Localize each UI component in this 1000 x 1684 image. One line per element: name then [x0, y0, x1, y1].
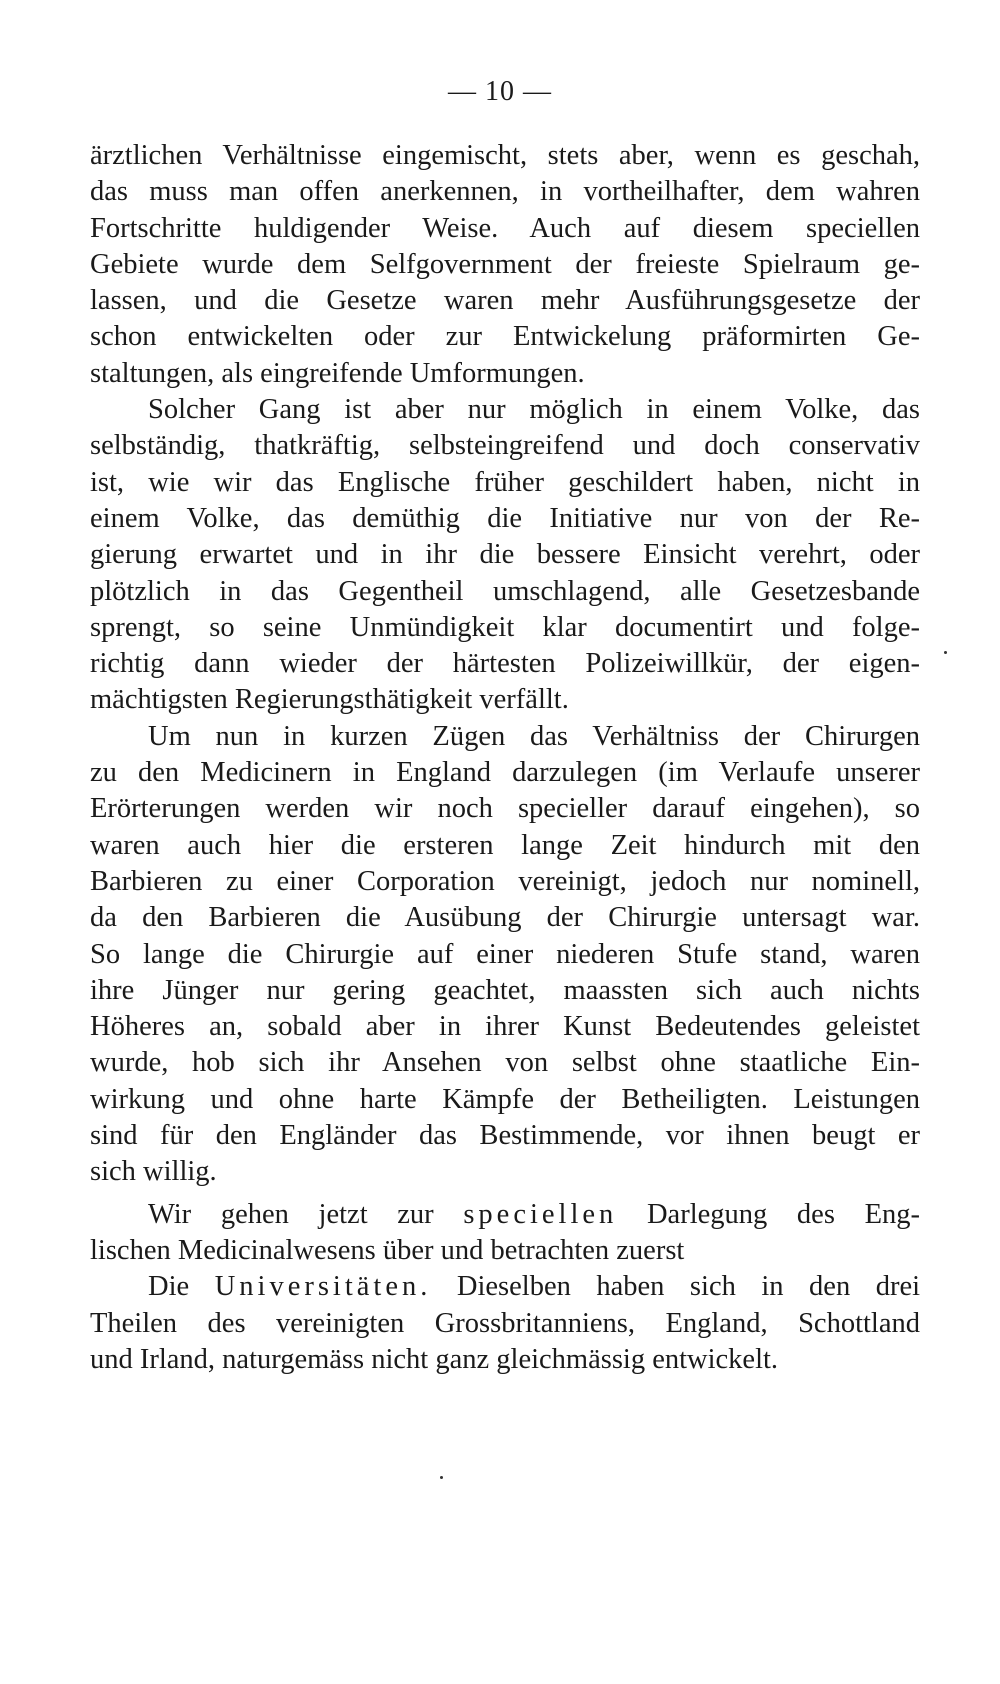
- text-line: und Irland, naturgemäss nicht ganz gleichmässig entwickelt.: [90, 1343, 779, 1375]
- text-line: zu den Medicinern in England darzulegen (im Verlaufe unserer: [90, 757, 920, 789]
- text-line: richtig dann wieder der härtesten Polizeiwillkür, der eigen-: [90, 648, 920, 680]
- ink-speck: [944, 651, 947, 654]
- text-line: sind für den Engländer das Bestimmende, vor ihnen beugt er: [90, 1120, 920, 1152]
- paragraph-2: [90, 392, 920, 719]
- text-line: sich willig.: [90, 1156, 217, 1188]
- text-line: mächtigsten Regierungsthätigkeit verfällt.: [90, 684, 569, 716]
- text-line: Theilen des vereinigten Grossbritanniens, England, Schottland: [90, 1307, 920, 1339]
- text-line: So lange die Chirurgie auf einer niederen Stufe stand, waren: [90, 938, 920, 970]
- text-segment: Dieselben haben sich in den drei: [456, 1271, 921, 1303]
- paragraph-5: [90, 1269, 920, 1378]
- text-line: ist, wie wir das Englische früher geschildert haben, nicht in: [90, 466, 920, 498]
- text-line: lassen, und die Gesetze waren mehr Ausführungsgesetze der: [90, 285, 920, 317]
- text-segment: Wir gehen jetzt zur: [148, 1198, 434, 1230]
- text-segment: Die: [148, 1271, 190, 1303]
- text-line: ihre Jünger nur gering geachtet, maassten sich auch nichts: [90, 974, 920, 1006]
- emphasized-word: Universitäten.: [214, 1271, 432, 1303]
- paragraph-1: [90, 138, 920, 392]
- text-segment: Darlegung des Eng-: [646, 1198, 920, 1230]
- ink-speck: [440, 1476, 443, 1479]
- text-line: [90, 1269, 920, 1305]
- paragraph-4: [90, 1197, 920, 1270]
- text-line: einem Volke, das demüthig die Initiative nur von der Re-: [90, 502, 920, 534]
- text-line: plötzlich in das Gegentheil umschlagend, alle Gesetzesbande: [90, 575, 920, 607]
- text-line: selbständig, thatkräftig, selbsteingreifend und doch conservativ: [90, 430, 920, 462]
- text-line: schon entwickelten oder zur Entwickelung präformirten Ge-: [90, 321, 920, 353]
- text-line: wurde, hob sich ihr Ansehen von selbst ohne staatliche Ein-: [90, 1047, 920, 1079]
- text-line: wirkung und ohne harte Kämpfe der Betheiligten. Leistungen: [90, 1083, 920, 1115]
- text-line: waren auch hier die ersteren lange Zeit hindurch mit den: [90, 829, 920, 861]
- page-number: — 10 —: [448, 76, 552, 107]
- text-line: da den Barbieren die Ausübung der Chirurgie untersagt war.: [90, 902, 920, 934]
- text-line: Barbieren zu einer Corporation vereinigt, jedoch nur nominell,: [90, 865, 920, 897]
- paragraph-3: [90, 719, 920, 1191]
- text-line: Fortschritte huldigender Weise. Auch auf diesem speciellen: [90, 212, 920, 244]
- text-line: sprengt, so seine Unmündigkeit klar documentirt und folge-: [90, 611, 920, 643]
- text-line: Erörterungen werden wir noch specieller darauf eingehen), so: [90, 793, 920, 825]
- text-line: das muss man offen anerkennen, in vortheilhafter, dem wahren: [90, 176, 920, 208]
- text-line: Um nun in kurzen Zügen das Verhältniss der Chirurgen: [148, 720, 920, 752]
- text-line: staltungen, als eingreifende Umformungen.: [90, 357, 585, 389]
- body-text: [90, 138, 920, 1378]
- text-line: lischen Medicinalwesens über und betrachten zuerst: [90, 1234, 685, 1266]
- text-line: ärztlichen Verhältnisse eingemischt, stets aber, wenn es geschah,: [90, 140, 920, 171]
- emphasized-word: speciellen: [463, 1198, 618, 1230]
- text-line: Gebiete wurde dem Selfgovernment der freieste Spielraum ge-: [90, 248, 920, 280]
- text-line: gierung erwartet und in ihr die bessere Einsicht verehrt, oder: [90, 539, 920, 571]
- text-line: Solcher Gang ist aber nur möglich in einem Volke, das: [148, 394, 920, 426]
- text-line: Höheres an, sobald aber in ihrer Kunst Bedeutendes geleistet: [90, 1011, 920, 1043]
- text-line: [90, 1197, 920, 1233]
